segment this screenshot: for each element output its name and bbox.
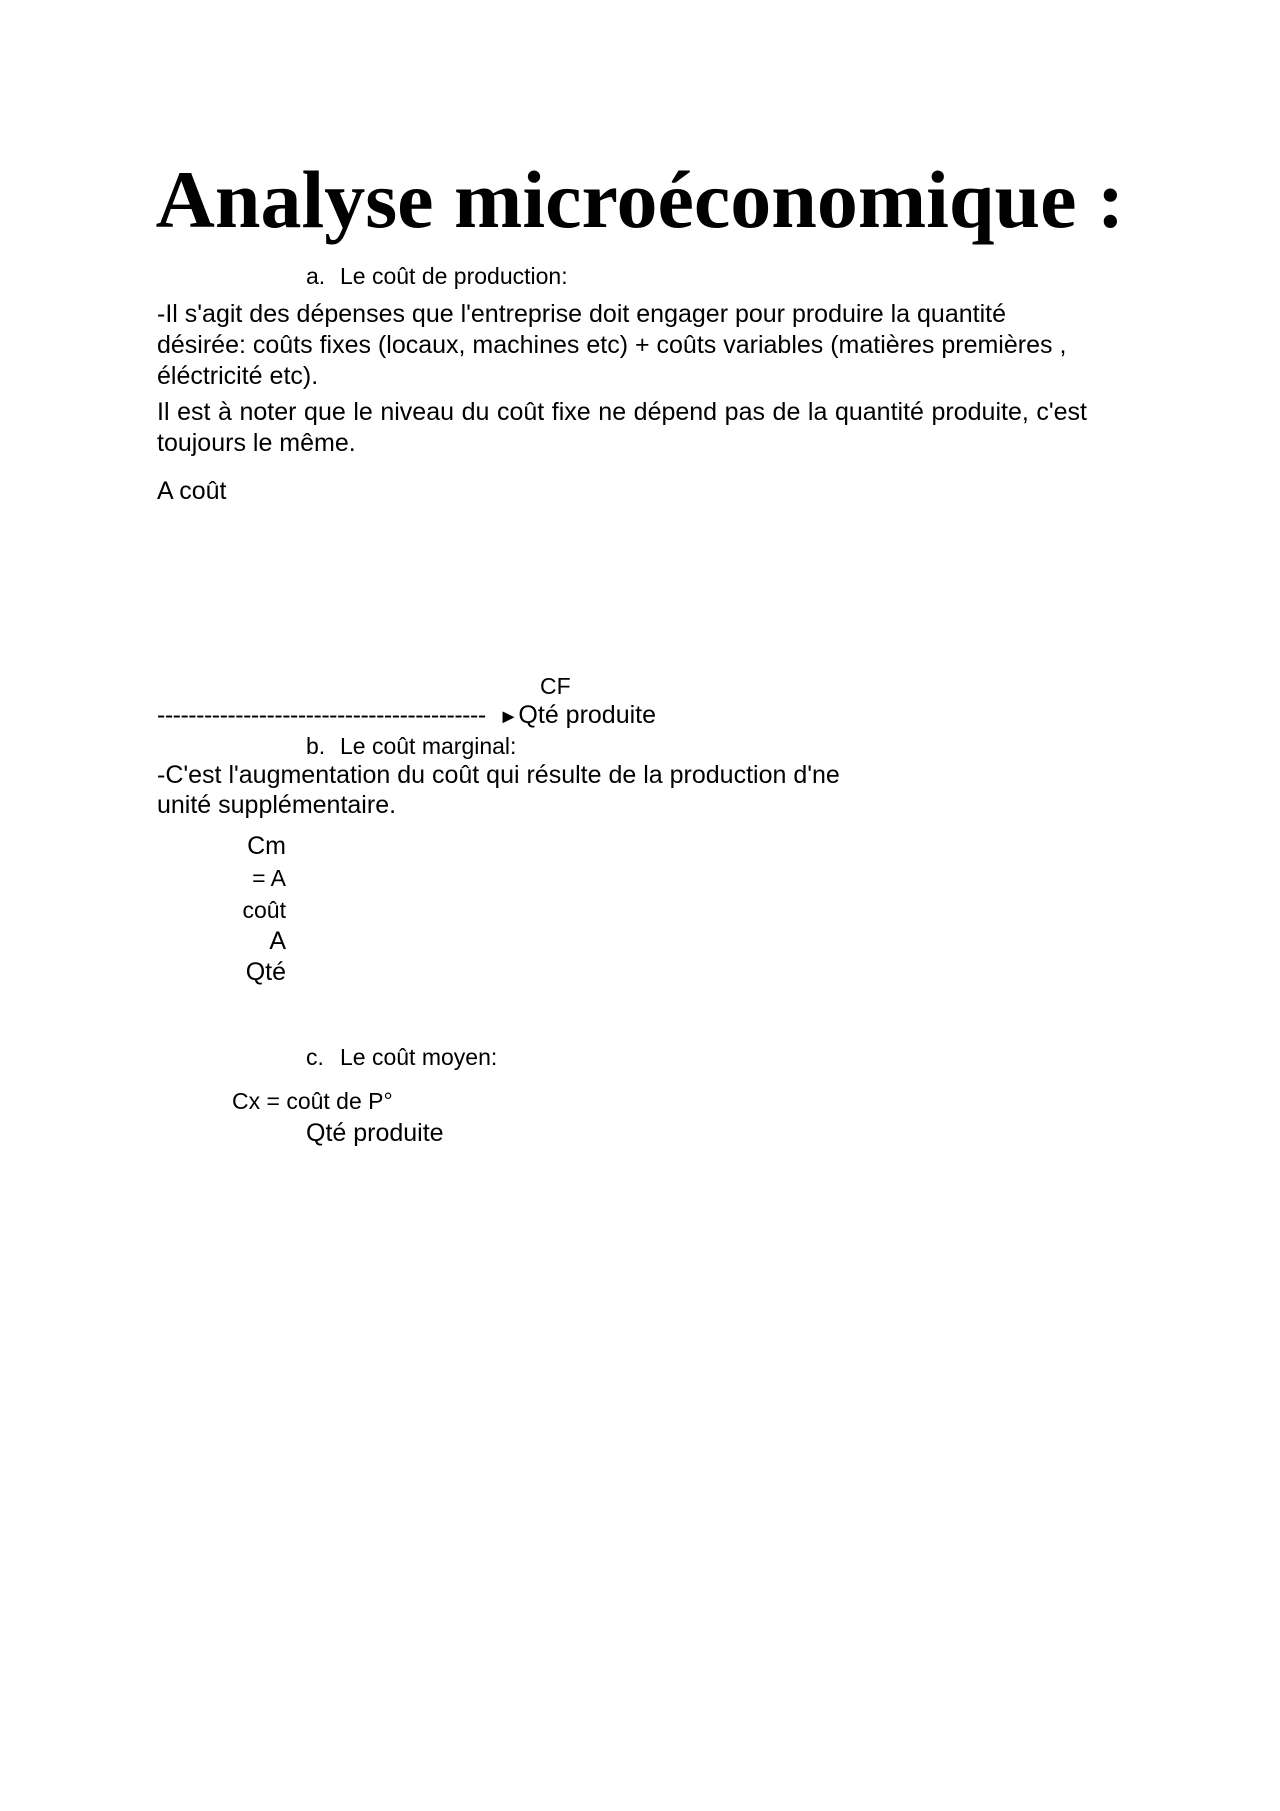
section-b-heading xyxy=(306,732,516,760)
section-c-marker: c. xyxy=(306,1044,324,1070)
graph-x-axis xyxy=(157,700,656,733)
marginal-formula-line-2: = A xyxy=(252,865,286,891)
section-b-paragraph-line-1: -C'est l'augmentation du coût qui résulte de la production d'ne xyxy=(157,761,840,789)
section-a-title: Le coût de production: xyxy=(340,263,568,289)
marginal-formula-line-4: A xyxy=(269,927,286,955)
section-a-paragraph-2: Il est à noter que le niveau du coût fixe ne dépend pas de la quantité produite, c'est toujours le même. xyxy=(157,398,1087,457)
section-c-heading xyxy=(306,1043,497,1071)
section-b-paragraph-line-2: unité supplémentaire. xyxy=(157,791,397,819)
section-a-heading xyxy=(306,262,568,290)
section-b-marker: b. xyxy=(306,733,326,759)
section-a-paragraph-1: -Il s'agit des dépenses que l'entreprise doit engager pour produire la quantité désirée: coûts fixes (locaux, machines etc) + coûts variables (matières premières , éléctricité etc). xyxy=(157,300,1067,390)
marginal-formula-line-1: Cm xyxy=(247,832,286,860)
graph-y-label: A coût xyxy=(157,477,227,505)
section-b-title: Le coût marginal: xyxy=(340,733,517,759)
average-formula-denominator: Qté produite xyxy=(306,1119,444,1147)
graph-curve-label: CF xyxy=(540,673,571,699)
graph-x-label: Qté produite xyxy=(518,701,657,729)
average-formula-numerator: Cx = coût de P° xyxy=(232,1088,393,1114)
marginal-formula-line-3: coût xyxy=(242,897,286,923)
section-c-title: Le coût moyen: xyxy=(340,1044,498,1070)
marginal-formula-line-5: Qté xyxy=(245,958,286,986)
graph-axis-arrow-icon: ► xyxy=(498,706,519,728)
page-title: Analyse microéconomique : xyxy=(155,154,1125,245)
graph-axis-line: ------------------------------------------ xyxy=(157,701,486,729)
section-a-marker: a. xyxy=(306,263,326,289)
